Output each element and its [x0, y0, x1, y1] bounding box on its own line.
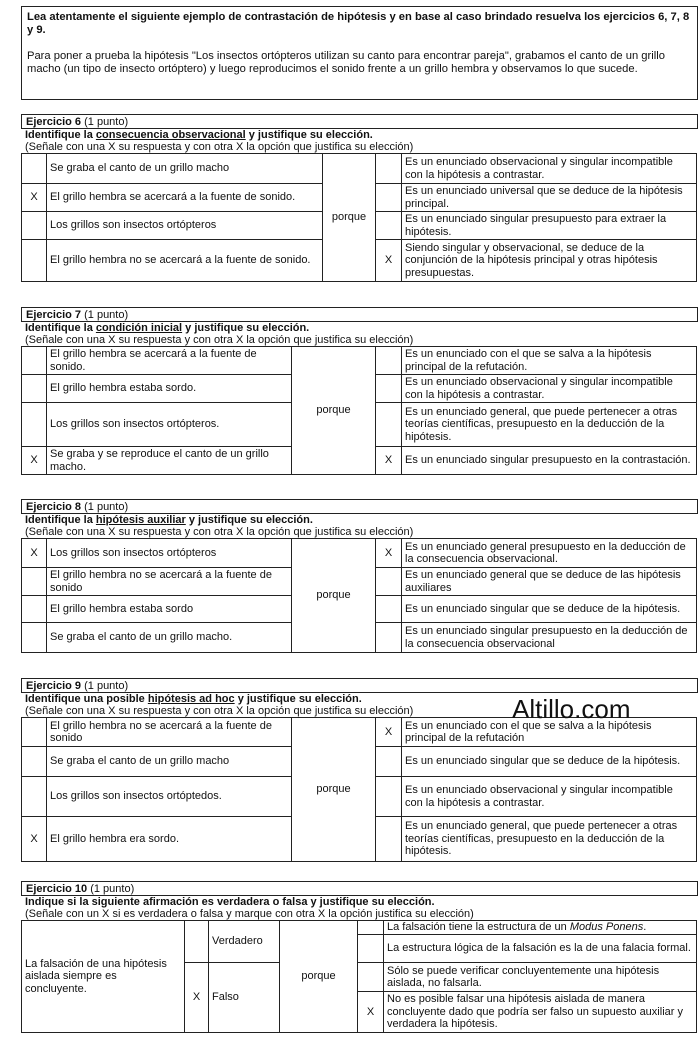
answer-option: Se graba el canto de un grillo macho: [47, 154, 323, 184]
justification-option: La falsación tiene la estructura de un Modus Ponens.: [384, 921, 697, 935]
statement-cell: La falsación de una hipótesis aislada siempre es concluyente.: [22, 921, 185, 1033]
justification-mark-cell[interactable]: [376, 184, 402, 212]
answer-mark-cell[interactable]: [22, 375, 47, 403]
answer-mark-cell[interactable]: [22, 212, 47, 240]
answer-option: Los grillos son insectos ortópteros: [47, 212, 323, 240]
answer-mark-cell[interactable]: [22, 403, 47, 447]
justification-option: Es un enunciado singular presupuesto para extraer la hipótesis.: [402, 212, 697, 240]
answer-mark-cell[interactable]: [22, 777, 47, 817]
justification-option: Es un enunciado observacional y singular incompatible con la hipótesis a contrastar.: [402, 777, 697, 817]
justification-mark-cell[interactable]: [376, 777, 402, 817]
exercise-6-table: [21, 153, 697, 282]
justification-option: Es un enunciado general, que puede pertenecer a otras teorías científicas, presupuesto en la deducción de la hipótesis.: [402, 403, 697, 447]
answer-option: Los grillos son insectos ortópteros.: [47, 403, 292, 447]
true-mark-cell[interactable]: [185, 921, 209, 963]
justification-option: Es un enunciado observacional y singular incompatible con la hipótesis a contrastar.: [402, 154, 697, 184]
justification-mark-cell[interactable]: [376, 154, 402, 184]
exercise-7-question: Identifique la condición inicial y justifique su elección.: [25, 322, 310, 334]
exercise-8: [21, 499, 698, 653]
exercise-7-header: Ejercicio 7 (1 punto): [21, 307, 698, 322]
porque-label: porque: [280, 921, 358, 1033]
justification-mark-cell[interactable]: X: [376, 240, 402, 282]
false-mark-cell[interactable]: X: [185, 963, 209, 1033]
answer-option: El grillo hembra no se acercará a la fuente de sonido: [47, 568, 292, 596]
answer-option: El grillo hembra estaba sordo.: [47, 375, 292, 403]
porque-label: porque: [292, 539, 376, 653]
exercise-6-header: Ejercicio 6 (1 punto): [21, 114, 698, 129]
false-option: Falso: [209, 963, 280, 1033]
answer-option: El grillo hembra no se acercará a la fuente de sonido.: [47, 240, 323, 282]
answer-option: Los grillos son insectos ortóptedos.: [47, 777, 292, 817]
exercise-6-instructions: (Señale con una X su respuesta y con otra X la opción que justifica su elección): [25, 141, 414, 153]
justification-option: Es un enunciado singular que se deduce de la hipótesis.: [402, 747, 697, 777]
justification-option: Es un enunciado singular presupuesto en la contrastación.: [402, 447, 697, 475]
exercise-7-instructions: (Señale con una X su respuesta y con otra X la opción que justifica su elección): [25, 334, 414, 346]
justification-mark-cell[interactable]: [376, 568, 402, 596]
answer-option: El grillo hembra se acercará a la fuente de sonido.: [47, 347, 292, 375]
answer-mark-cell[interactable]: [22, 347, 47, 375]
answer-mark-cell[interactable]: [22, 240, 47, 282]
justification-mark-cell[interactable]: [376, 212, 402, 240]
justification-mark-cell[interactable]: [376, 375, 402, 403]
answer-mark-cell[interactable]: [22, 623, 47, 653]
answer-option: Se graba y se reproduce el canto de un grillo macho.: [47, 447, 292, 475]
porque-label: porque: [323, 154, 376, 282]
answer-mark-cell[interactable]: [22, 596, 47, 623]
justification-mark-cell[interactable]: [358, 963, 384, 992]
answer-mark-cell[interactable]: X: [22, 539, 47, 568]
justification-option: Es un enunciado con el que se salva a la hipótesis principal de la refutación: [402, 718, 697, 747]
porque-label: porque: [292, 718, 376, 862]
exercise-7-table: [21, 346, 697, 475]
justification-mark-cell[interactable]: [376, 403, 402, 447]
exercise-10-question: Indique si la siguiente afirmación es verdadera o falsa y justifique su elección.: [25, 896, 435, 908]
justification-mark-cell[interactable]: [376, 623, 402, 653]
justification-option: Sólo se puede verificar concluyentemente una hipótesis aislada, no falsarla.: [384, 963, 697, 992]
justification-mark-cell[interactable]: X: [376, 447, 402, 475]
justification-option: Es un enunciado singular presupuesto en la deducción de la consecuencia observacional: [402, 623, 697, 653]
justification-mark-cell[interactable]: X: [376, 539, 402, 568]
porque-label: porque: [292, 347, 376, 475]
justification-option: Es un enunciado con el que se salva a la hipótesis principal de la refutación.: [402, 347, 697, 375]
justification-mark-cell[interactable]: X: [358, 992, 384, 1033]
exercise-6-question: Identifique la consecuencia observacional y justifique su elección.: [25, 129, 373, 141]
answer-mark-cell[interactable]: [22, 747, 47, 777]
justification-mark-cell[interactable]: [376, 596, 402, 623]
answer-option: Se graba el canto de un grillo macho: [47, 747, 292, 777]
justification-option: Es un enunciado observacional y singular incompatible con la hipótesis a contrastar.: [402, 375, 697, 403]
justification-mark-cell[interactable]: [358, 921, 384, 935]
answer-option: Se graba el canto de un grillo macho.: [47, 623, 292, 653]
exercise-8-question: Identifique la hipótesis auxiliar y justifique su elección.: [25, 514, 313, 526]
exercise-6: [21, 114, 698, 282]
exercise-10: [21, 881, 698, 1033]
answer-mark-cell[interactable]: [22, 718, 47, 747]
intro-box: [21, 6, 698, 100]
true-option: Verdadero: [209, 921, 280, 963]
justification-mark-cell[interactable]: [376, 817, 402, 862]
exercise-7: [21, 307, 698, 475]
justification-mark-cell[interactable]: [376, 347, 402, 375]
justification-option: Es un enunciado universal que se deduce de la hipótesis principal.: [402, 184, 697, 212]
exercise-8-table: [21, 538, 697, 653]
altillo-watermark: Altillo.com: [512, 694, 631, 724]
intro-lead: Lea atentamente el siguiente ejemplo de contrastación de hipótesis y en base al caso brindado resuelva los ejercicios 6, 7, 8 y 9.: [27, 11, 690, 36]
exercise-8-instructions: (Señale con una X su respuesta y con otra X la opción que justifica su elección): [25, 526, 414, 538]
answer-option: El grillo hembra se acercará a la fuente de sonido.: [47, 184, 323, 212]
justification-option: Es un enunciado general que se deduce de las hipótesis auxiliares: [402, 568, 697, 596]
exercise-9-table: [21, 717, 697, 862]
exercise-10-instructions: (Señale con un X si es verdadera o falsa y marque con otra X la opción justifica su elección): [25, 908, 474, 920]
justification-option: Es un enunciado general presupuesto en la deducción de la consecuencia observacional.: [402, 539, 697, 568]
justification-mark-cell[interactable]: [358, 935, 384, 963]
justification-option: Siendo singular y observacional, se deduce de la conjunción de la hipótesis principal y otras hipótesis presupuestas.: [402, 240, 697, 282]
answer-mark-cell[interactable]: X: [22, 817, 47, 862]
answer-option: El grillo hembra no se acercará a la fuente de sonido: [47, 718, 292, 747]
justification-option: Es un enunciado general, que puede pertenecer a otras teorías científicas, presupuesto en la deducción de la hipótesis.: [402, 817, 697, 862]
justification-option: No es posible falsar una hipótesis aislada de manera concluyente dado que podría ser falso un supuesto auxiliar y verdadera la hipótesis.: [384, 992, 697, 1033]
intro-body: Para poner a prueba la hipótesis "Los insectos ortópteros utilizan su canto para encontrar pareja", grabamos el canto de un grillo macho (un tipo de insecto ortóptero) y luego reproducimos el sonido frente a un grillo hembra y observamos lo que sucede.: [27, 50, 665, 75]
answer-mark-cell[interactable]: X: [22, 184, 47, 212]
answer-mark-cell[interactable]: [22, 154, 47, 184]
justification-mark-cell[interactable]: X: [376, 718, 402, 747]
justification-option: Es un enunciado singular que se deduce de la hipótesis.: [402, 596, 697, 623]
answer-option: El grillo hembra era sordo.: [47, 817, 292, 862]
exercise-9-question: Identifique una posible hipótesis ad hoc y justifique su elección.: [25, 693, 362, 705]
justification-option: La estructura lógica de la falsación es la de una falacia formal.: [384, 935, 697, 963]
exercise-8-header: Ejercicio 8 (1 punto): [21, 499, 698, 514]
justification-mark-cell[interactable]: [376, 747, 402, 777]
answer-option: Los grillos son insectos ortópteros: [47, 539, 292, 568]
answer-mark-cell[interactable]: X: [22, 447, 47, 475]
exercise-9-header: Ejercicio 9 (1 punto): [21, 678, 698, 693]
exercise-9-instructions: (Señale con una X su respuesta y con otra X la opción que justifica su elección): [25, 705, 414, 717]
answer-option: El grillo hembra estaba sordo: [47, 596, 292, 623]
exercise-10-table: [21, 920, 697, 1033]
answer-mark-cell[interactable]: [22, 568, 47, 596]
exercise-10-header: Ejercicio 10 (1 punto): [21, 881, 698, 896]
